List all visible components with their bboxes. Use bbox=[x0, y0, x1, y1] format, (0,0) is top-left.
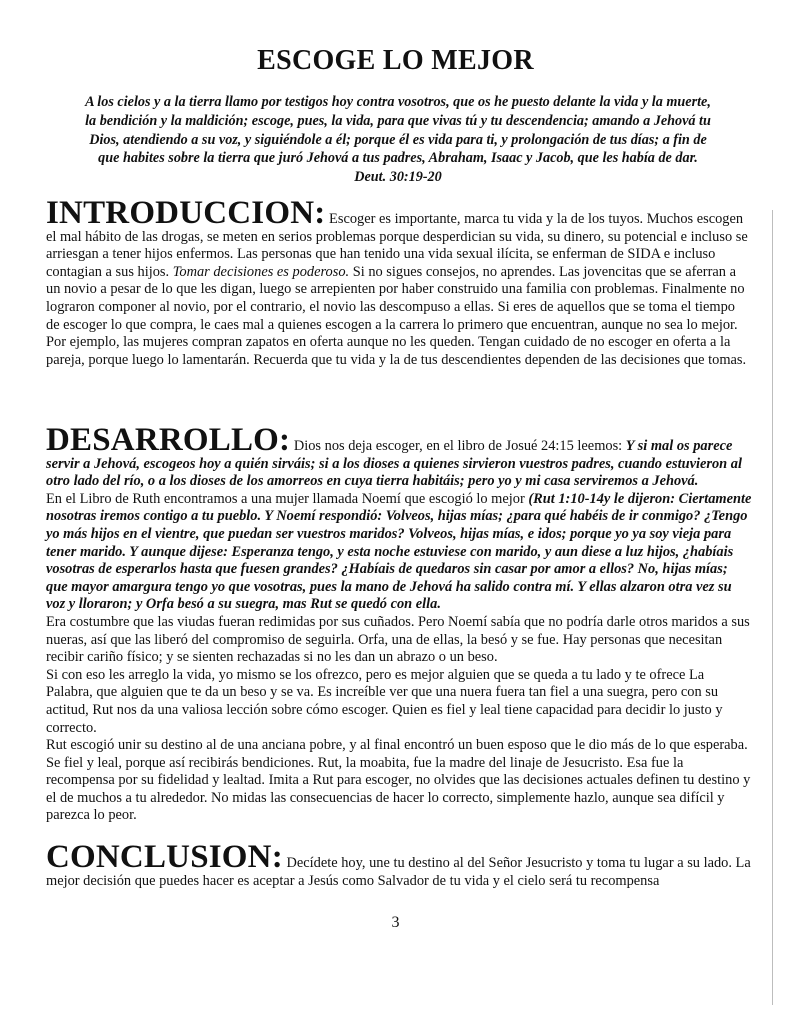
conclusion-heading: CONCLUSION: bbox=[46, 839, 283, 875]
conclusion-text: Decídete hoy, une tu destino al del Señor Jesucristo y toma tu lugar a su lado. La mejor decisión que puedes hacer es aceptar a Jesús como Salvador de tu vida y el cielo será tu recompensa bbox=[46, 855, 751, 889]
desarrollo-heading: DESARROLLO: bbox=[46, 422, 291, 458]
intro-paragraph bbox=[46, 195, 752, 369]
page-title: ESCOGE LO MEJOR bbox=[257, 45, 534, 76]
desarrollo-paragraph-4: Si con eso les arreglo la vida, yo mismo se los ofrezco, pero es mejor alguien que se queda a tu lado y te ofrece La Palabra, que alguien que te da un beso y se va. Es increíble ver que una nuera fuera tan fiel a una suegra, pero con su actitud, Rut nos da una valiosa lección sobre cómo escoger. Quien es fiel y leal tiene capacidad para decidir lo justo y correcto. bbox=[46, 666, 723, 736]
desarrollo-paragraph-3: Era costumbre que las viudas fueran redimidas por sus cuñados. Pero Noemí sabía que no podría darle otros maridos a sus nueras, así que las liberó del compromiso de seguirla. Orfa, una de ellas, la besó y se fue. Hay personas que necesitan recibir cariño físico; y se sienten rechazadas si no les dan un abrazo o un beso. bbox=[46, 613, 750, 666]
section-introduccion bbox=[46, 195, 752, 369]
desarrollo-p2-quote: (Rut 1:10-14y le dijeron: Ciertamente nosotras iremos contigo a tu pueblo. Y Noemí respondió: Volveos, hijas mías; ¿para qué habéis de ir conmigo? ¿Tengo yo más hijos en el vientre, que puedan ser vuestros maridos? Volveos, hijas mías, e idos; porque yo ya soy vieja para tener marido. Y aunque dijese: Esperanza tengo, y esta noche estuviese con marido, y aun diese a luz hijos, ¿habíais vosotras de esperarlos hasta que fuesen grandes? ¿Habíais de quedaros sin casar por amor a ellos? No, hijas mías; que mayor amargura tengo yo que vosotras, pues la mano de Jehová ha salido contra mí. Y ellas alzaron otra vez su voz y lloraron; y Orfa besó a su suegra, mas Rut se quedó con ella. bbox=[46, 490, 752, 613]
intro-text-2: Si no sigues consejos, no aprendes. Las jovencitas que se aferran a un novio a pesar de lo que les digan, luego se arrepienten por haber construido una familia con problemas. Finalmente no lograron componer al novio, por el contrario, el novio las descompuso a ellas. Si eres de aquellos que se toma el tiempo de escoger lo que compra, le caes mal a quienes escogen a la carrera lo primero que encuentran, aunque no sea lo mejor. Por ejemplo, las mujeres compran zapatos en oferta aunque no les queden. Tengan cuidado de no escoger en oferta a la pareja, porque luego lo lamentarán. Recuerda que tu vida y la de tus descendientes dependen de las decisiones que tomas. bbox=[46, 263, 747, 368]
epigraph-quote: A los cielos y a la tierra llamo por testigos hoy contra vosotros, que os he puesto delante la vida y la muerte, la bendición y la maldición; escoge, pues, la vida, para que vivas tú y tu descendencia; amando a Jehová tu Dios, atendiendo a su voz, y siguiéndole a él; porque él es vida para ti, y prolongación de tus días; a fin de que habites sobre la tierra que juró Jehová a tus padres, Abraham, Isaac y Jacob, que les había de dar. Deut. 30:19-20 bbox=[85, 94, 711, 186]
intro-text-italic: Tomar decisiones es poderoso. bbox=[172, 263, 350, 280]
intro-text-1: Escoger es importante, marca tu vida y la de los tuyos. Muchos escogen el mal hábito de las drogas, se meten en serios problemas porque desperdician su vida, su dinero, su potencial e incluso se arriesgan a tener hijos enfermos. Las personas que han tenido una vida sexual ilícita, se enferman de SIDA e incluso contagian a sus hijos. bbox=[46, 211, 748, 280]
desarrollo-paragraph-2 bbox=[46, 491, 752, 614]
scan-edge-line bbox=[772, 210, 773, 1005]
desarrollo-paragraph-1 bbox=[46, 422, 752, 491]
section-desarrollo bbox=[46, 422, 752, 825]
desarrollo-paragraph-5: Rut escogió unir su destino al de una anciana pobre, y al final encontró un buen esposo que le dio más de lo que esperaba. Se fiel y leal, porque así recibirás bendiciones. Rut, la moabita, fue la madre del linaje de Jesucristo. Esa fue la recompensa por su fidelidad y lealtad. Imita a Rut para escoger, no olvides que las decisiones actuales definen tu destino y el de muchos a tu alrededor. No midas las consecuencias de hacer lo correcto, simplemente hazlo, aunque sea difícil y parezca lo peor. bbox=[46, 737, 751, 824]
page-number: 3 bbox=[391, 914, 400, 931]
desarrollo-p1-text: Dios nos deja escoger, en el libro de Josué 24:15 leemos: bbox=[290, 438, 626, 454]
desarrollo-p2-text: En el Libro de Ruth encontramos a una mujer llamada Noemí que escogió lo mejor bbox=[46, 490, 529, 507]
conclusion-paragraph bbox=[46, 839, 752, 890]
section-conclusion bbox=[46, 839, 752, 890]
intro-heading: INTRODUCCION: bbox=[46, 195, 326, 231]
desarrollo-p1-quote: Y si mal os parece servir a Jehová, escogeos hoy a quién sirváis; si a los dioses a quienes sirvieron vuestros padres, cuando estuvieron al otro lado del río, o a los dioses de los amorreos en cuya tierra habitáis; pero yo y mi casa serviremos a Jehová. bbox=[46, 438, 742, 490]
